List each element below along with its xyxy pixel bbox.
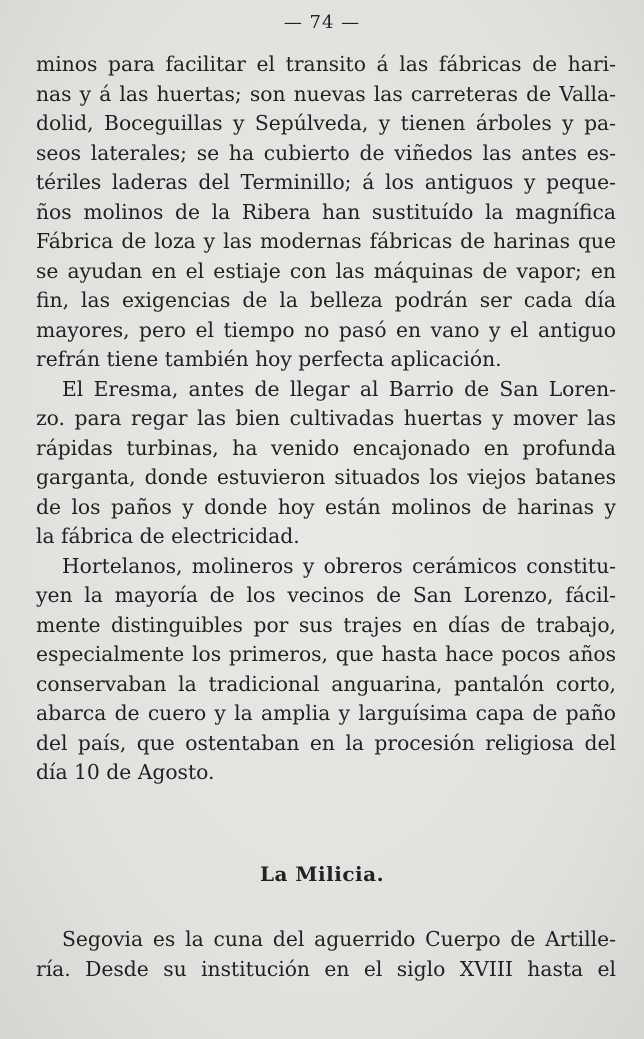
text-line: ría. Desde su institución en el siglo XVIII hasta el [36, 956, 616, 981]
body-text [36, 50, 616, 788]
text-line: Fábrica de loza y las modernas fábricas de harinas que [36, 229, 616, 253]
text-line: se ayudan en el estiaje con las máquinas de vapor; en [36, 258, 616, 283]
page-number: — 74 — [283, 12, 361, 33]
text-line: yen la mayoría de los vecinos de San Lorenzo, fácil- [36, 583, 616, 607]
text-line: la fábrica de electricidad. [36, 524, 300, 548]
text-line: tériles laderas del Terminillo; á los antiguos y peque- [36, 170, 616, 194]
text-line: de los paños y donde hoy están molinos de harinas y [36, 494, 616, 519]
text-line: garganta, donde estuvieron situados los viejos batanes [36, 465, 616, 489]
text-line: Hortelanos, molineros y obreros cerámicos constitu- [62, 553, 616, 578]
text-line: zo. para regar las bien cultivadas huertas y mover las [36, 406, 616, 430]
text-line: conservaban la tradicional anguarina, pantalón corto, [36, 671, 616, 696]
text-line: mente distinguibles por sus trajes en días de trabajo, [36, 612, 616, 637]
text-line: especialmente los primeros, que hasta hace pocos años [36, 642, 616, 666]
text-line: nas y á las huertas; son nuevas las carreteras de Valla- [36, 81, 616, 106]
text-line: ños molinos de la Ribera han sustituído la magnífica [36, 199, 616, 224]
paragraph-3 [36, 552, 616, 788]
paragraph-2 [36, 375, 616, 552]
section-heading: La Milicia. [259, 862, 385, 886]
text-line: minos para facilitar el transito á las fábricas de hari- [36, 52, 616, 76]
text-line: refrán tiene también hoy perfecta aplicación. [36, 347, 502, 371]
paragraph-1 [36, 50, 616, 375]
text-line: rápidas turbinas, ha venido encajonado en profunda [36, 435, 616, 460]
text-line: dolid, Boceguillas y Sepúlveda, y tienen árboles y pa- [36, 111, 616, 135]
text-line: día 10 de Agosto. [36, 760, 215, 784]
text-line: mayores, pero el tiempo no pasó en vano y el antiguo [36, 317, 616, 342]
text-line: del país, que ostentaban en la procesión religiosa del [36, 730, 616, 755]
text-line: El Eresma, antes de llegar al Barrio de San Loren- [62, 376, 616, 401]
text-line: fin, las exigencias de la belleza podrán ser cada día [36, 288, 616, 312]
text-line: abarca de cuero y la amplia y larguísima capa de paño [36, 701, 616, 725]
text-line: Segovia es la cuna del aguerrido Cuerpo de Artille- [62, 927, 616, 951]
text-line: seos laterales; se ha cubierto de viñedos las antes es- [36, 140, 616, 165]
section-text [36, 925, 616, 984]
